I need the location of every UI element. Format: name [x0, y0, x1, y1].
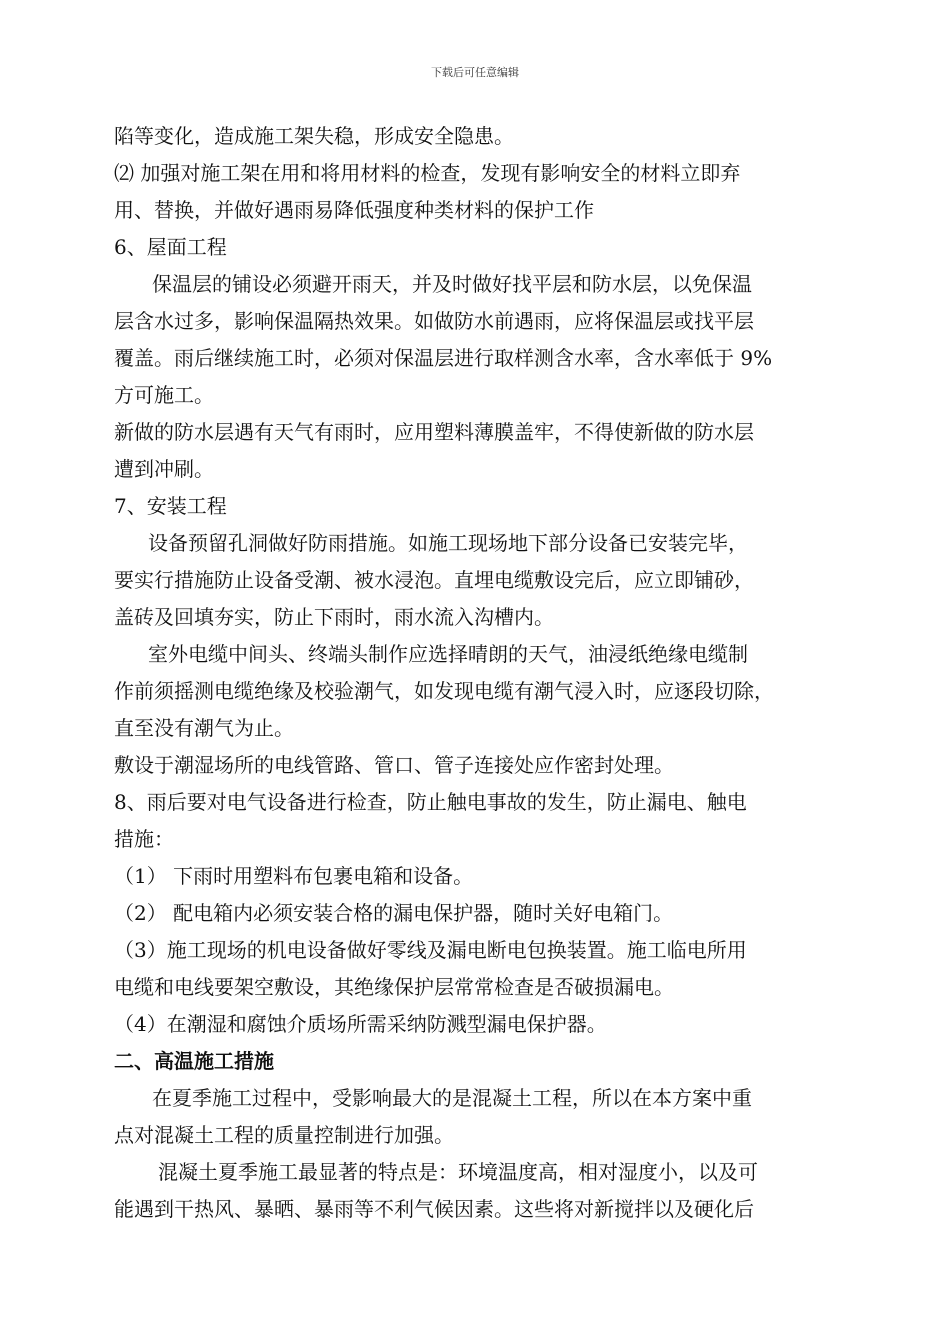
text-line: 设备预留孔洞做好防雨措施。如施工现场地下部分设备已安装完毕，: [148, 531, 748, 555]
page-header: 下载后可任意编辑: [431, 66, 519, 79]
section-heading: 二、高温施工措施: [114, 1049, 274, 1073]
text-line: （4）在潮湿和腐蚀介质场所需采纳防溅型漏电保护器。: [114, 1012, 607, 1036]
text-line: ⑵ 加强对施工架在用和将用材料的检查，发现有影响安全的材料立即弃: [114, 161, 741, 185]
text-line: 要实行措施防止设备受潮、被水浸泡。直埋电缆敷设完后，应立即铺砂，: [114, 568, 754, 592]
text-line: 遭到冲刷。: [114, 457, 214, 481]
text-line: 能遇到干热风、暴晒、暴雨等不利气候因素。这些将对新搅拌以及硬化后: [114, 1197, 754, 1221]
text-line: 室外电缆中间头、终端头制作应选择晴朗的天气，油浸纸绝缘电缆制: [148, 642, 748, 666]
text-line: 电缆和电线要架空敷设，其绝缘保护层常常检查是否破损漏电。: [114, 975, 674, 999]
text-line: （1） 下雨时用塑料布包裹电箱和设备。: [114, 864, 474, 888]
text-line: 方可施工。: [114, 383, 214, 407]
text-line: 陷等变化，造成施工架失稳，形成安全隐患。: [114, 124, 514, 148]
text-line: 7、安装工程: [114, 494, 227, 518]
text-line: （2） 配电箱内必须安装合格的漏电保护器，随时关好电箱门。: [114, 901, 674, 925]
text-line: 直至没有潮气为止。: [114, 716, 294, 740]
text-line: 作前须摇测电缆绝缘及校验潮气，如发现电缆有潮气浸入时，应逐段切除，: [114, 679, 774, 703]
text-line: （3）施工现场的机电设备做好零线及漏电断电包换装置。施工临电所用: [114, 938, 747, 962]
document-body: [114, 118, 834, 1228]
text-line: 用、替换，并做好遇雨易降低强度种类材料的保护工作: [114, 198, 594, 222]
text-line: 敷设于潮湿场所的电线管路、管口、管子连接处应作密封处理。: [114, 753, 674, 777]
text-line: 8、雨后要对电气设备进行检查，防止触电事故的发生，防止漏电、触电: [114, 790, 747, 814]
text-line: 点对混凝土工程的质量控制进行加强。: [114, 1123, 454, 1147]
text-line: 盖砖及回填夯实，防止下雨时，雨水流入沟槽内。: [114, 605, 554, 629]
text-line: 新做的防水层遇有天气有雨时，应用塑料薄膜盖牢，不得使新做的防水层: [114, 420, 754, 444]
text-line: 6、屋面工程: [114, 235, 227, 259]
text-line: 在夏季施工过程中，受影响最大的是混凝土工程，所以在本方案中重: [152, 1086, 752, 1110]
text-line: 保温层的铺设必须避开雨天，并及时做好找平层和防水层，以免保温: [152, 272, 752, 296]
text-line: 层含水过多，影响保温隔热效果。如做防水前遇雨，应将保温层或找平层: [114, 309, 754, 333]
text-line: 覆盖。雨后继续施工时，必须对保温层进行取样测含水率，含水率低于 9%: [114, 346, 773, 370]
text-line: 混凝土夏季施工最显著的特点是：环境温度高，相对湿度小，以及可: [158, 1160, 758, 1184]
text-line: 措施：: [114, 827, 174, 851]
